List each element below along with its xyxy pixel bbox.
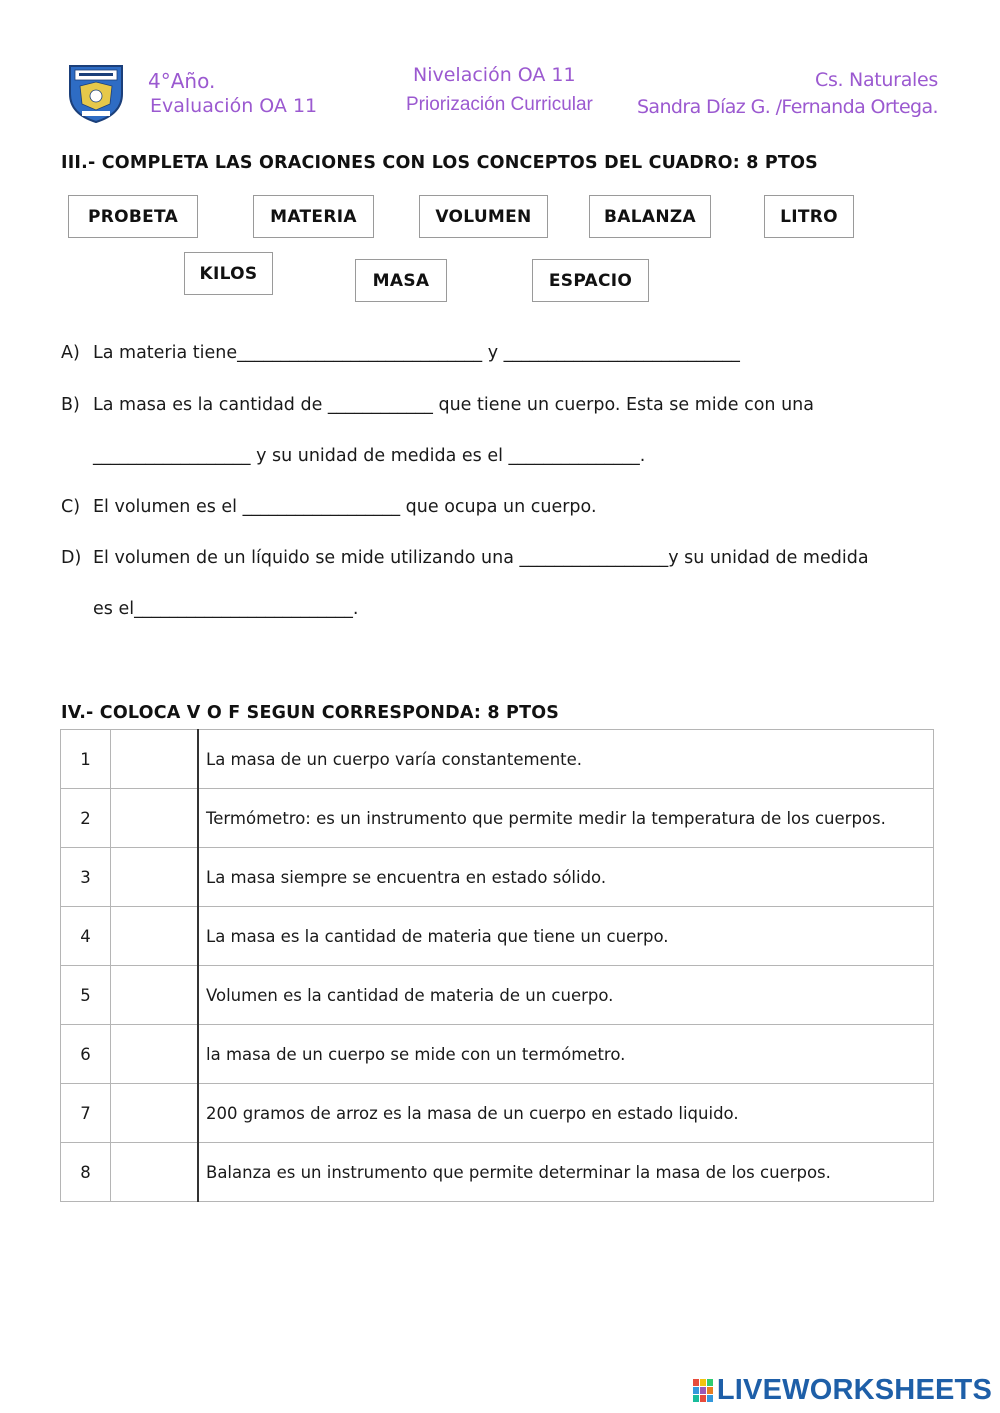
row-number: 3 [61,848,111,907]
subject-label: Cs. Naturales [814,69,938,91]
row-number: 5 [61,966,111,1025]
evaluation-label: Evaluación OA 11 [150,95,318,117]
statement-text: la masa de un cuerpo se mide con un termómetro. [198,1025,934,1084]
word-box-masa: MASA [355,259,447,302]
row-number: 4 [61,907,111,966]
row-number: 6 [61,1025,111,1084]
sentence-b [61,395,814,415]
word-box-espacio: ESPACIO [532,259,649,302]
answer-cell[interactable] [111,848,199,907]
section-3-heading: III.- COMPLETA LAS ORACIONES CON LOS CONCEPTOS DEL CUADRO: 8 PTOS [61,153,818,173]
table-row [61,1084,934,1143]
statement-text: La masa siempre se encuentra en estado sólido. [198,848,934,907]
row-number: 2 [61,789,111,848]
answer-cell[interactable] [111,1143,199,1202]
sentence-d [61,548,869,568]
sentence-b-text: La masa es la cantidad de ____________ que tiene un cuerpo. Esta se mide con una [93,395,814,415]
table-row [61,730,934,789]
sentence-a-label: A) [61,343,80,363]
statement-text: Termómetro: es un instrumento que permite medir la temperatura de los cuerpos. [198,789,934,848]
sentence-d-text: El volumen de un líquido se mide utilizando una _________________y su unidad de medida [93,548,869,568]
sentence-c [61,497,597,517]
word-box-litro: LITRO [764,195,854,238]
true-false-table [60,729,934,1202]
sentence-c-text: El volumen es el __________________ que ocupa un cuerpo. [93,497,597,517]
school-logo [66,60,126,124]
table-row [61,1143,934,1202]
liveworksheets-brand[interactable] [692,1374,992,1407]
statement-text: Volumen es la cantidad de materia de un cuerpo. [198,966,934,1025]
word-box-kilos: KILOS [184,252,273,295]
row-number: 1 [61,730,111,789]
page-title: Nivelación OA 11 [413,64,576,86]
section-4-heading: IV.- COLOCA V O F SEGUN CORRESPONDA: 8 PTOS [61,703,560,723]
row-number: 8 [61,1143,111,1202]
statement-text: La masa de un cuerpo varía constantemente. [198,730,934,789]
answer-cell[interactable] [111,730,199,789]
word-box-balanza: BALANZA [589,195,711,238]
sentence-a [61,343,740,363]
liveworksheets-wordmark: LIVEWORKSHEETS [716,1374,992,1406]
table-row [61,1025,934,1084]
row-number: 7 [61,1084,111,1143]
sentence-c-label: C) [61,497,81,517]
table-row [61,907,934,966]
answer-cell[interactable] [111,789,199,848]
grade-label: 4°Año. [148,69,216,93]
sentence-b-label: B) [61,395,80,415]
answer-cell[interactable] [111,966,199,1025]
sentence-d-label: D) [61,548,82,568]
statement-text: La masa es la cantidad de materia que tiene un cuerpo. [198,907,934,966]
teachers-label: Sandra Díaz G. /Fernanda Ortega. [636,96,938,118]
word-box-probeta: PROBETA [68,195,198,238]
statement-text: Balanza es un instrumento que permite determinar la masa de los cuerpos. [198,1143,934,1202]
table-row [61,966,934,1025]
word-box-volumen: VOLUMEN [419,195,548,238]
statement-text: 200 gramos de arroz es la masa de un cuerpo en estado liquido. [198,1084,934,1143]
answer-cell[interactable] [111,1084,199,1143]
answer-cell[interactable] [111,907,199,966]
table-row [61,848,934,907]
sentence-d-continuation: es el_________________________. [93,599,359,619]
page-subtitle: Priorización Curricular [406,94,593,115]
table-row [61,789,934,848]
sentence-b-continuation: __________________ y su unidad de medida es el _______________. [93,446,646,466]
liveworksheets-logo-icon [692,1377,714,1405]
sentence-a-text: La materia tiene____________________________ y ___________________________ [93,343,740,363]
answer-cell[interactable] [111,1025,199,1084]
word-box-materia: MATERIA [253,195,374,238]
